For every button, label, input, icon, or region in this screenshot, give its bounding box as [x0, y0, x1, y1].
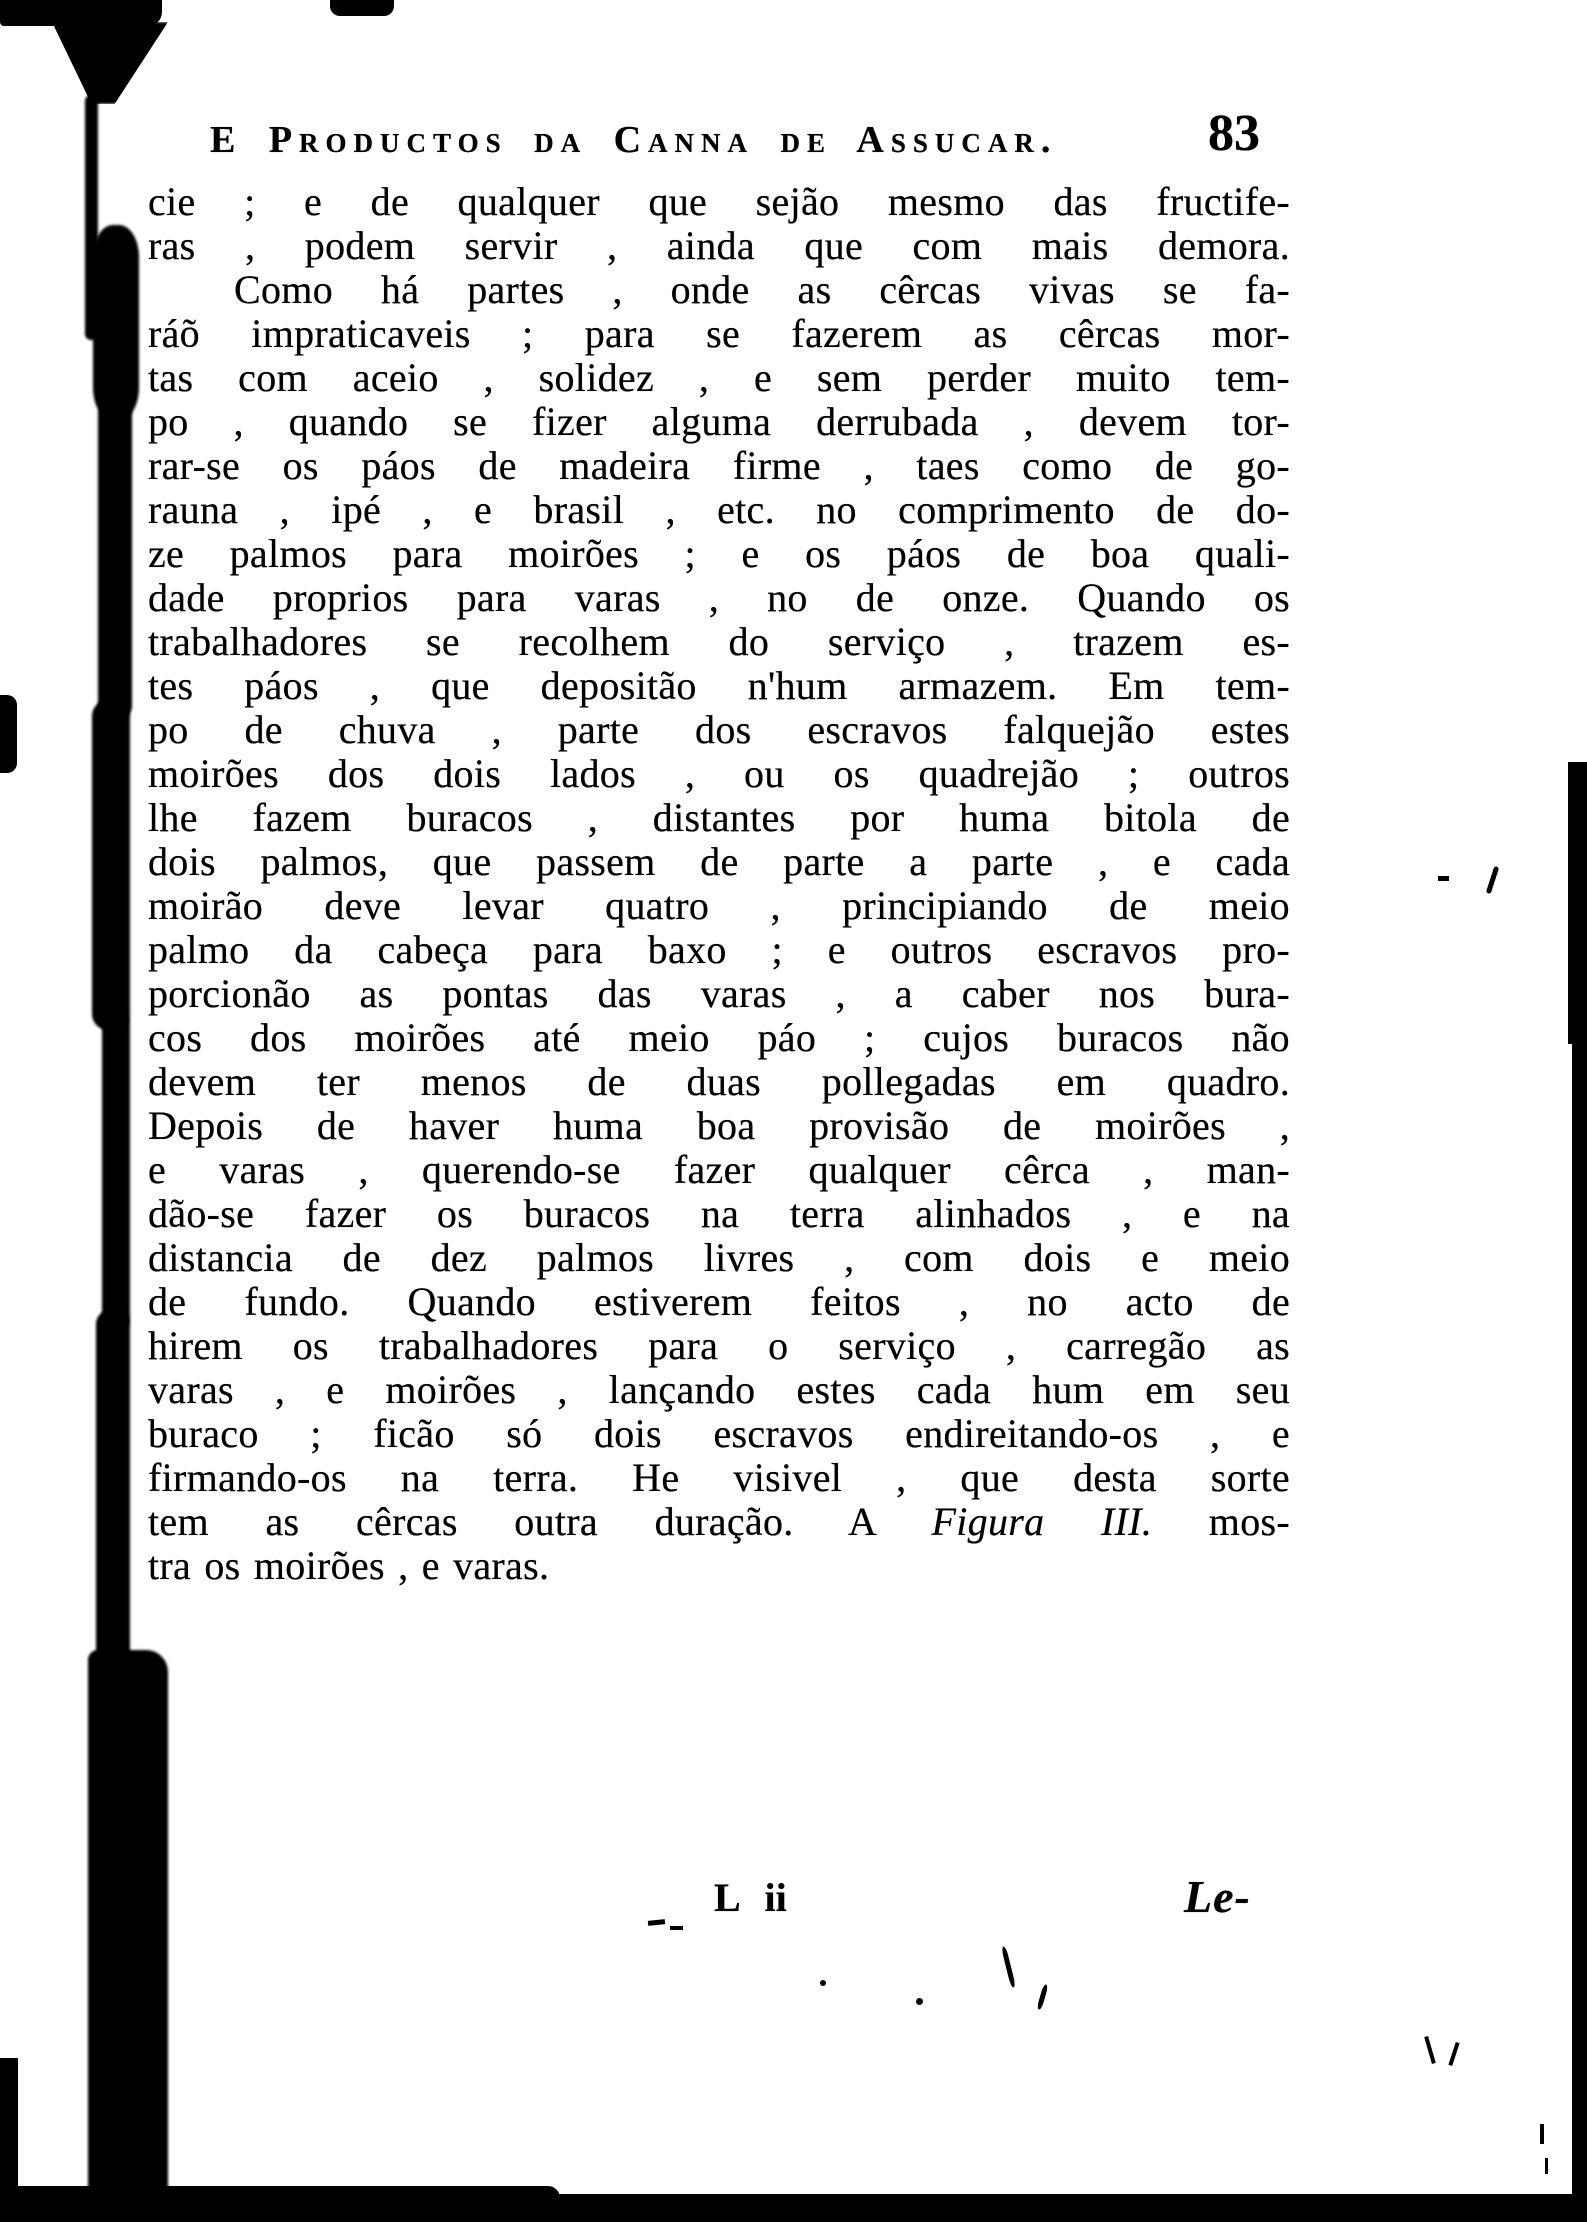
- text-line: dão-se fazer os buracos na terra alinhados , e na: [148, 1191, 1290, 1236]
- text-line: Depois de haver huma boa provisão de moirões ,: [148, 1103, 1290, 1148]
- ink-speck: [670, 1926, 683, 1930]
- text-line: porcionão as pontas das varas , a caber nos bura-: [148, 971, 1290, 1016]
- text-segment: mos-: [1152, 1499, 1290, 1544]
- text-line: lhe fazem buracos , distantes por huma bitola de: [148, 795, 1290, 840]
- ink-speck: [1540, 2124, 1544, 2144]
- text-line: de fundo. Quando estiverem feitos , no acto de: [148, 1279, 1290, 1324]
- text-line: cos dos moirões até meio páo ; cujos buracos não: [148, 1015, 1290, 1060]
- text-line: [148, 1500, 1290, 1544]
- binding-smudge: [102, 1010, 130, 1330]
- ink-speck: [1448, 2042, 1459, 2066]
- binding-smudge: [98, 400, 132, 720]
- ink-speck: [648, 1919, 665, 1926]
- text-line: ze palmos para moirões ; e os páos de boa quali-: [148, 531, 1290, 576]
- text-line: rar-se os páos de madeira firme , taes como de go-: [148, 443, 1290, 488]
- text-line: varas , e moirões , lançando estes cada hum em seu: [148, 1367, 1290, 1412]
- scan-edge-artifact: [0, 695, 17, 773]
- scan-edge-artifact: [1572, 1040, 1587, 2222]
- text-line: distancia de dez palmos livres , com dois e meio: [148, 1235, 1290, 1280]
- scan-edge-artifact: [330, 0, 394, 16]
- binding-smudge: [93, 225, 139, 420]
- text-line: dois palmos, que passem de parte a parte , e cada: [148, 839, 1290, 884]
- ink-speck: [1438, 876, 1449, 881]
- scan-edge-artifact: [1568, 762, 1587, 1044]
- text-line: tas com aceio , solidez , e sem perder muito tem-: [148, 355, 1290, 400]
- text-line: tra os moirões , e varas.: [148, 1543, 550, 1588]
- binding-smudge: [92, 700, 130, 1030]
- binding-smudge: [96, 1310, 130, 1670]
- text-line: trabalhadores se recolhem do serviço , trazem es-: [148, 619, 1290, 664]
- text-line: firmando-os na terra. He visivel , que desta sorte: [148, 1455, 1290, 1500]
- ink-speck: [820, 1980, 826, 1986]
- text-line: palmo da cabeça para baxo ; e outros escravos pro-: [148, 927, 1290, 972]
- binding-smudge: [88, 1650, 168, 2206]
- text-line: dade proprios para varas , no de onze. Quando os: [148, 575, 1290, 620]
- ink-speck: [916, 1998, 923, 2005]
- text-line: ráõ impraticaveis ; para se fazerem as cêrcas mor-: [148, 311, 1290, 356]
- body-text: [148, 180, 1290, 1588]
- running-header-title: E Productos da Canna de Assucar.: [210, 119, 1058, 161]
- ink-speck: [1037, 1984, 1049, 2010]
- text-segment: tem as cêrcas outra duração. A: [148, 1499, 932, 1544]
- ink-speck: [1545, 2158, 1548, 2174]
- text-line: hirem os trabalhadores para o serviço , carregão as: [148, 1323, 1290, 1368]
- text-line: buraco ; ficão só dois escravos endireitando-os , e: [148, 1411, 1290, 1456]
- ink-speck: [1486, 866, 1499, 894]
- ink-speck: [1001, 1946, 1016, 1988]
- text-line: moirões dos dois lados , ou os quadrejão ; outros: [148, 751, 1290, 796]
- scan-edge-artifact: [0, 2186, 560, 2200]
- text-line: e varas , querendo-se fazer qualquer cêrca , man-: [148, 1147, 1290, 1192]
- text-line: ras , podem servir , ainda que com mais demora.: [148, 223, 1290, 268]
- page-number: 83: [1208, 105, 1260, 162]
- text-line: po , quando se fizer alguma derrubada , devem tor-: [148, 399, 1290, 444]
- ink-speck: [1424, 2036, 1436, 2064]
- text-line: Como há partes , onde as cêrcas vivas se fa-: [234, 267, 1290, 312]
- signature-mark: L ii: [714, 1875, 787, 1920]
- text-line: tes páos , que depositão n'hum armazem. Em tem-: [148, 663, 1290, 708]
- text-line: po de chuva , parte dos escravos falquejão estes: [148, 707, 1290, 752]
- text-line: moirão deve levar quatro , principiando de meio: [148, 883, 1290, 928]
- binding-smudge: [52, 22, 168, 104]
- text-line: rauna , ipé , e brasil , etc. no comprimento de do-: [148, 487, 1290, 532]
- text-line: devem ter menos de duas pollegadas em quadro.: [148, 1059, 1290, 1104]
- catchword: Le-: [1184, 1871, 1251, 1922]
- italic-text-segment: Figura III.: [931, 1499, 1153, 1544]
- text-line: cie ; e de qualquer que sejão mesmo das fructife-: [148, 179, 1290, 224]
